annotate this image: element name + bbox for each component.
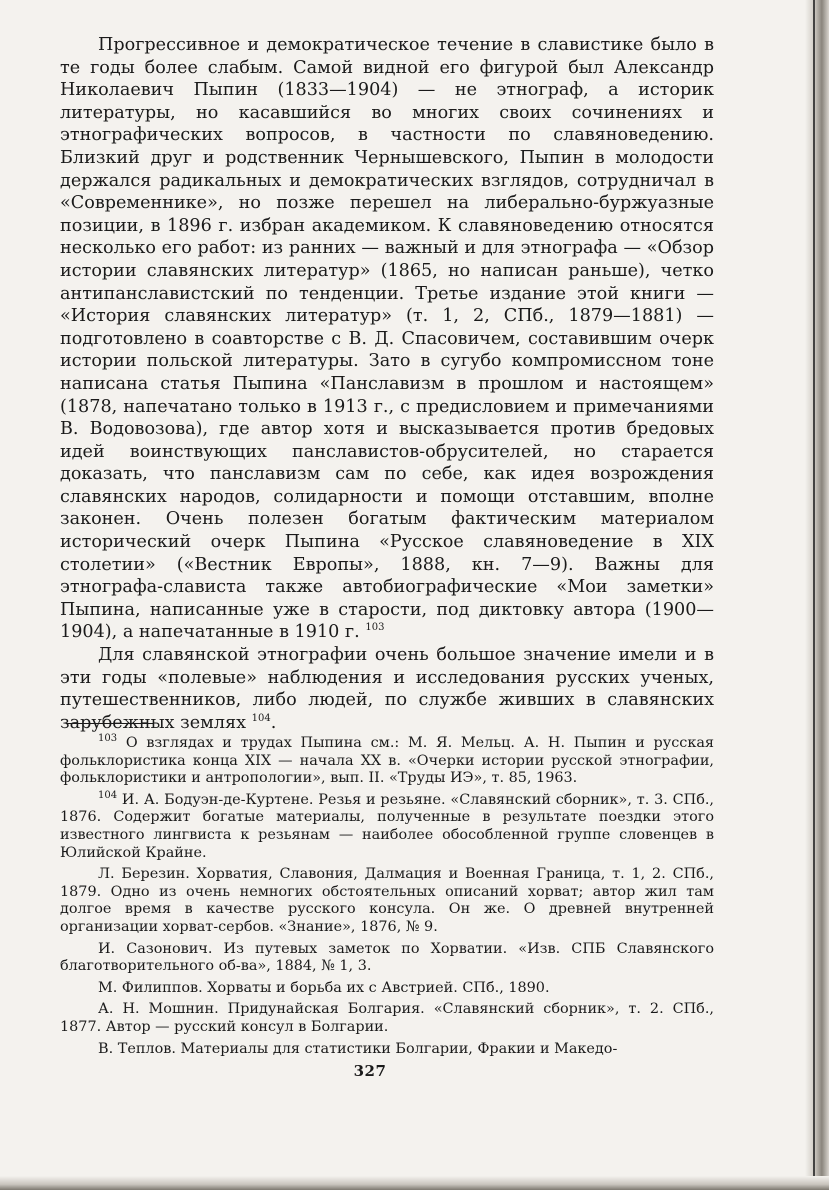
footnote-104 bbox=[60, 789, 715, 862]
footnote-text: И. Сазонович. Из путевых заметок по Хорватии. «Изв. СПБ Славянского благотворительного об-ва», 1884, № 1, 3. bbox=[60, 940, 714, 975]
footnote-entry-berezin bbox=[60, 866, 714, 936]
footnote-ref-103: 103 bbox=[365, 622, 385, 634]
paragraph-2-text: Для славянской этнографии очень большое значение имели и в эти годы «полевые» наблюдения и исследования русских ученых, путешественников, либо людей, по службе живших в славянских зарубежных землях bbox=[60, 645, 714, 733]
footnote-text: Л. Березин. Хорватия, Славония, Далмация и Военная Граница, т. 1, 2. СПб., 1879. Одно из очень немногих обстоятельных описаний хорват; автор жил там долгое время в качестве русского консула. Он же. О древней внутренней организации хорват-сербов. «Знание», 1876, № 9. bbox=[60, 866, 714, 935]
paragraph-2 bbox=[60, 644, 714, 734]
page-binding-edge bbox=[805, 0, 829, 1190]
footnote-separator bbox=[66, 723, 154, 724]
page-bottom-edge bbox=[0, 1176, 829, 1190]
footnote-entry-sazonovich bbox=[60, 941, 714, 976]
paragraph-2-tail: . bbox=[270, 712, 277, 733]
footnote-text: М. Филиппов. Хорваты и борьба их с Австрией. СПб., 1890. bbox=[98, 979, 550, 996]
footnote-entry-moshnin bbox=[60, 1001, 714, 1036]
footnote-text: А. Н. Мошнин. Придунайская Болгария. «Славянский сборник», т. 2. СПб., 1877. Автор — русский консул в Болгарии. bbox=[60, 1001, 714, 1035]
footnote-ref-104: 104 bbox=[251, 712, 271, 724]
footnote-mark: 104 bbox=[98, 789, 118, 801]
footnote-text: О взглядах и трудах Пыпина см.: М. Я. Мельц. А. Н. Пыпин и русская фольклористика конца XIX — начала XX в. «Очерки истории русской этнографии, фольклористики и антропологии», вып. II. «Труды ИЭ», т. 85, 1963. bbox=[60, 735, 714, 787]
footnote-entry-filippov bbox=[60, 980, 714, 998]
paragraph-1-text: Прогрессивное и демократическое течение в славистике было в те годы более слабым. Самой видной его фигурой был Александр Николаевич Пыпин (1833—1904) — не этнограф, а историк литературы, но касавшийся во многих своих сочинениях и этнографических вопросов, в частности по славяноведению. Близкий друг и родственник Чернышевского, Пыпин в молодости держался радикальных и демократических взглядов, сотрудничал в «Современнике», но позже перешел на либерально-буржуазные позиции, в 1896 г. избран академиком. К славяноведению относятся несколько его работ: из ранних — важный и для этнографа — «Обзор истории славянских литератур» (1865, но написан раньше), четко антипанславистский по тенденции. Третье издание этой книги — «История славянских литератур» (т. 1, 2, СПб., 1879—1881) — подготовлено в соавторстве с В. Д. Спасовичем, составившим очерк истории польской литературы. Зато в сугубо компромиссном тоне написана статья Пыпина «Панславизм в прошлом и настоящем» (1878, напечатано только в 1913 г., с предисловием и примечаниями В. Водовозова), где автор хотя и высказывается против бредовых идей воинствующих панславистов-обрусителей, но старается доказать, что панславизм сам по себе, как идея возрождения славянских народов, солидарности и помощи отставшим, вполне законен. Очень полезен богатым фактическим материалом исторический очерк Пыпина «Русское славяноведение в XIX столетии» («Вестник Европы», 1888, кн. 7—9). Важны для этнографа-слависта также автобиографические «Мои заметки» Пыпина, написанные уже в старости, под диктовку автора (1900—1904), а напечатанные в 1910 г. bbox=[60, 35, 714, 643]
footnotes bbox=[60, 735, 714, 1062]
footnote-text: В. Теплов. Материалы для статистики Болгарии, Фракии и Македо- bbox=[98, 1040, 618, 1057]
footnote-mark: 103 bbox=[98, 733, 118, 745]
page-number: 327 bbox=[353, 1062, 387, 1080]
footnote-text: И. А. Бодуэн-де-Куртене. Резья и резьяне. «Славянский сборник», т. 3. СПб., 1876. Содержит богатые материалы, полученные в результате поездки этого известного лингвиста к резьянам — наиболее обособленной группе словенцев в Юлийской Крайне. bbox=[60, 791, 715, 861]
paragraph-1 bbox=[60, 34, 714, 644]
main-text bbox=[60, 34, 714, 734]
footnote-103 bbox=[60, 735, 714, 788]
footnote-entry-teplov bbox=[60, 1041, 714, 1059]
